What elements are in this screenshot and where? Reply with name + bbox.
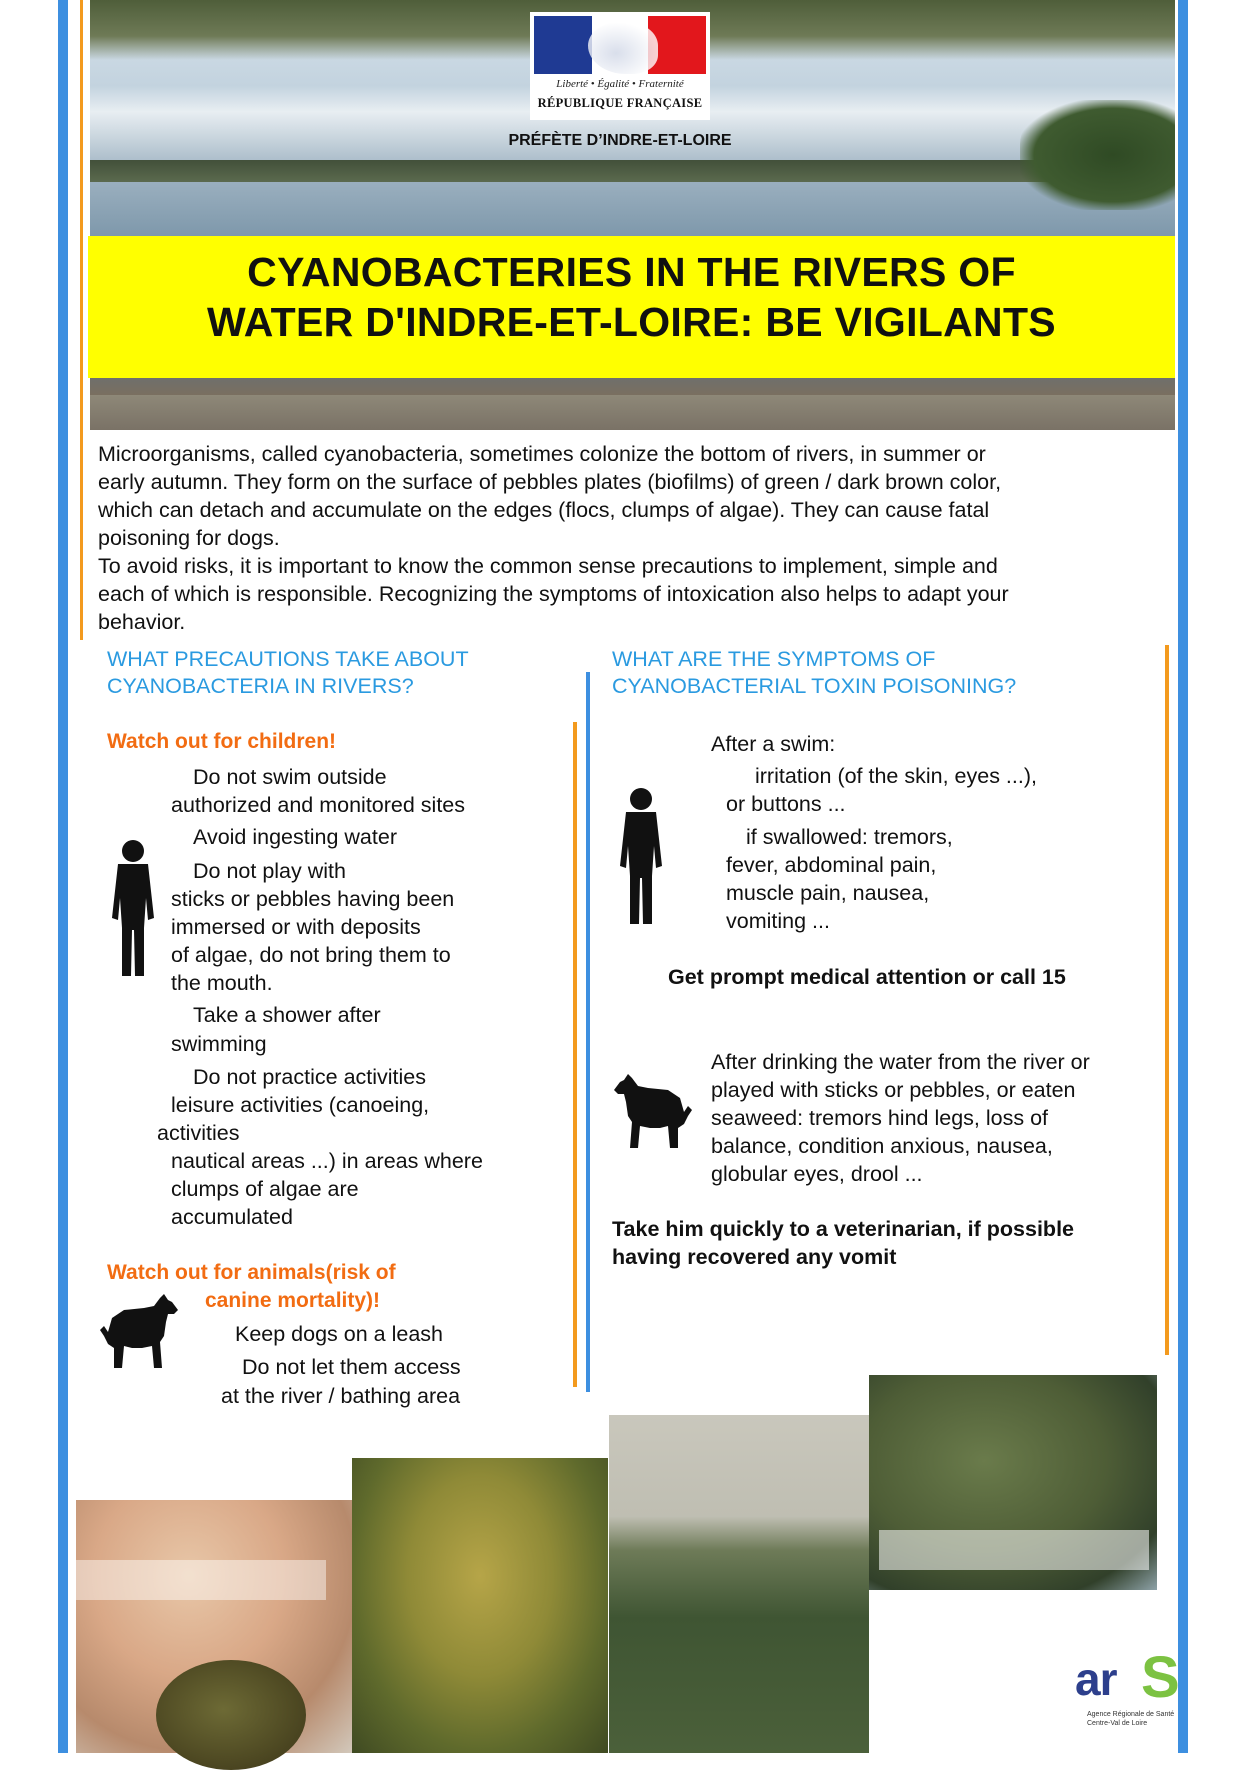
- animals-warning-heading-line-1: Watch out for animals(risk of: [107, 1261, 396, 1284]
- animals-line: at the river / bathing area: [221, 1384, 461, 1408]
- column-divider-blue: [586, 672, 590, 1392]
- precautions-heading: [107, 646, 567, 700]
- children-line: Do not practice activities: [193, 1065, 427, 1089]
- flag-blue: [534, 16, 592, 74]
- children-line: nautical areas ...) in areas where: [171, 1149, 483, 1173]
- dog-action-line-2: having recovered any vomit: [612, 1245, 897, 1269]
- dog-silhouette-icon: [98, 1292, 180, 1370]
- precautions-heading-line-2: CYANOBACTERIA IN RIVERS?: [107, 674, 414, 698]
- dog-symptom-line: seaweed: tremors hind legs, loss of: [711, 1106, 1048, 1130]
- intro-line: Microorganisms, called cyanobacteria, sometimes colonize the bottom of rivers, in summer or: [98, 442, 986, 466]
- symptom-line: if swallowed: tremors,: [746, 825, 953, 849]
- photo-overlay-band: [76, 1560, 326, 1600]
- symptom-line: After a swim:: [711, 732, 836, 756]
- children-warning-heading: Watch out for children!: [107, 730, 337, 753]
- logo-motto: Liberté • Égalité • Fraternité: [556, 78, 684, 90]
- intro-line: each of which is responsible. Recognizing the symptoms of intoxication also helps to adapt your: [98, 582, 1009, 606]
- left-border: [58, 0, 68, 1753]
- intro-line: early autumn. They form on the surface of pebbles plates (biofilms) of green / dark brown color,: [98, 470, 1002, 494]
- child-silhouette-icon: [618, 786, 664, 928]
- symptoms-heading: [612, 646, 1132, 700]
- photo-algae-shore: [609, 1415, 869, 1753]
- photo-overlay-band: [879, 1530, 1149, 1570]
- photo-algae-clumps: [869, 1375, 1157, 1590]
- prefecture-label: PRÉFÈTE D’INDRE-ET-LOIRE: [508, 132, 732, 149]
- children-line: Take a shower after: [193, 1003, 381, 1027]
- children-line: of algae, do not bring them to: [171, 943, 451, 967]
- children-line: immersed or with deposits: [171, 915, 421, 939]
- children-line: Do not play with: [193, 859, 346, 883]
- photo-shore: [90, 395, 1175, 430]
- dog-symptom-line: balance, condition anxious, nausea,: [711, 1134, 1053, 1158]
- children-line: activities: [157, 1121, 240, 1145]
- ars-sub-line-1: Agence Régionale de Santé: [1087, 1711, 1175, 1718]
- symptom-line: muscle pain, nausea,: [726, 881, 930, 905]
- animals-warning-heading-line-2: canine mortality)!: [205, 1289, 381, 1312]
- right-orange-rule: [1165, 645, 1169, 1355]
- dog-symptom-line: globular eyes, drool ...: [711, 1162, 923, 1186]
- ars-logo-text: ar: [1075, 1653, 1117, 1705]
- intro-paragraph: [98, 440, 1173, 636]
- children-line: accumulated: [171, 1205, 293, 1229]
- photo-tree-right: [1020, 100, 1175, 210]
- photo-algae-river: [352, 1458, 608, 1753]
- dog-action-line-1: Take him quickly to a veterinarian, if possible: [612, 1217, 1074, 1241]
- title-line-2: WATER D'INDRE-ET-LOIRE: BE VIGILANTS: [207, 299, 1056, 345]
- symptom-line: fever, abdominal pain,: [726, 853, 937, 877]
- page-title: [88, 247, 1175, 347]
- dog-symptom-line: played with sticks or pebbles, or eaten: [711, 1078, 1076, 1102]
- precautions-heading-line-1: WHAT PRECAUTIONS TAKE ABOUT: [107, 647, 469, 671]
- intro-line: which can detach and accumulate on the edges (flocs, clumps of algae). They can cause fatal: [98, 498, 990, 522]
- intro-line: To avoid risks, it is important to know the common sense precautions to implement, simple and: [98, 554, 998, 578]
- symptom-line: or buttons ...: [726, 792, 846, 816]
- ars-logo: [1075, 1645, 1185, 1742]
- symptom-line: vomiting ...: [726, 909, 830, 933]
- left-orange-rule: [80, 0, 83, 640]
- column-divider-orange: [573, 722, 577, 1387]
- title-line-1: CYANOBACTERIES IN THE RIVERS OF: [247, 249, 1016, 295]
- children-line: Avoid ingesting water: [193, 825, 397, 849]
- photo-algae-pebble: [156, 1660, 306, 1770]
- animals-line: Do not let them access: [242, 1355, 461, 1379]
- photo-hand-holding-pebble: [76, 1500, 358, 1753]
- symptom-line: irritation (of the skin, eyes ...),: [755, 764, 1037, 788]
- republique-francaise-logo: [530, 12, 710, 120]
- children-line: sticks or pebbles having been: [171, 887, 455, 911]
- ars-logo-subtitle: [1087, 1710, 1187, 1728]
- children-line: clumps of algae are: [171, 1177, 359, 1201]
- photo-treeline: [90, 160, 1175, 182]
- human-action-text: Get prompt medical attention or call 15: [668, 965, 1066, 989]
- animals-line: Keep dogs on a leash: [235, 1322, 443, 1346]
- children-line: Do not swim outside: [193, 765, 387, 789]
- children-line: leisure activities (canoeing,: [171, 1093, 430, 1117]
- intro-line: behavior.: [98, 610, 186, 634]
- dog-symptom-line: After drinking the water from the river or: [711, 1050, 1090, 1074]
- logo-republic: RÉPUBLIQUE FRANÇAISE: [537, 96, 703, 110]
- children-line: swimming: [171, 1032, 267, 1056]
- children-line: the mouth.: [171, 971, 273, 995]
- right-border: [1178, 0, 1188, 1753]
- intro-line: poisoning for dogs.: [98, 526, 280, 550]
- ars-sub-line-2: Centre-Val de Loire: [1087, 1720, 1148, 1727]
- children-line: authorized and monitored sites: [171, 793, 466, 817]
- symptoms-heading-line-1: WHAT ARE THE SYMPTOMS OF: [612, 647, 936, 671]
- ars-logo-s: S: [1141, 1645, 1180, 1710]
- dog-silhouette-icon: [612, 1072, 694, 1150]
- symptoms-heading-line-2: CYANOBACTERIAL TOXIN POISONING?: [612, 674, 1017, 698]
- child-silhouette-icon: [108, 838, 158, 980]
